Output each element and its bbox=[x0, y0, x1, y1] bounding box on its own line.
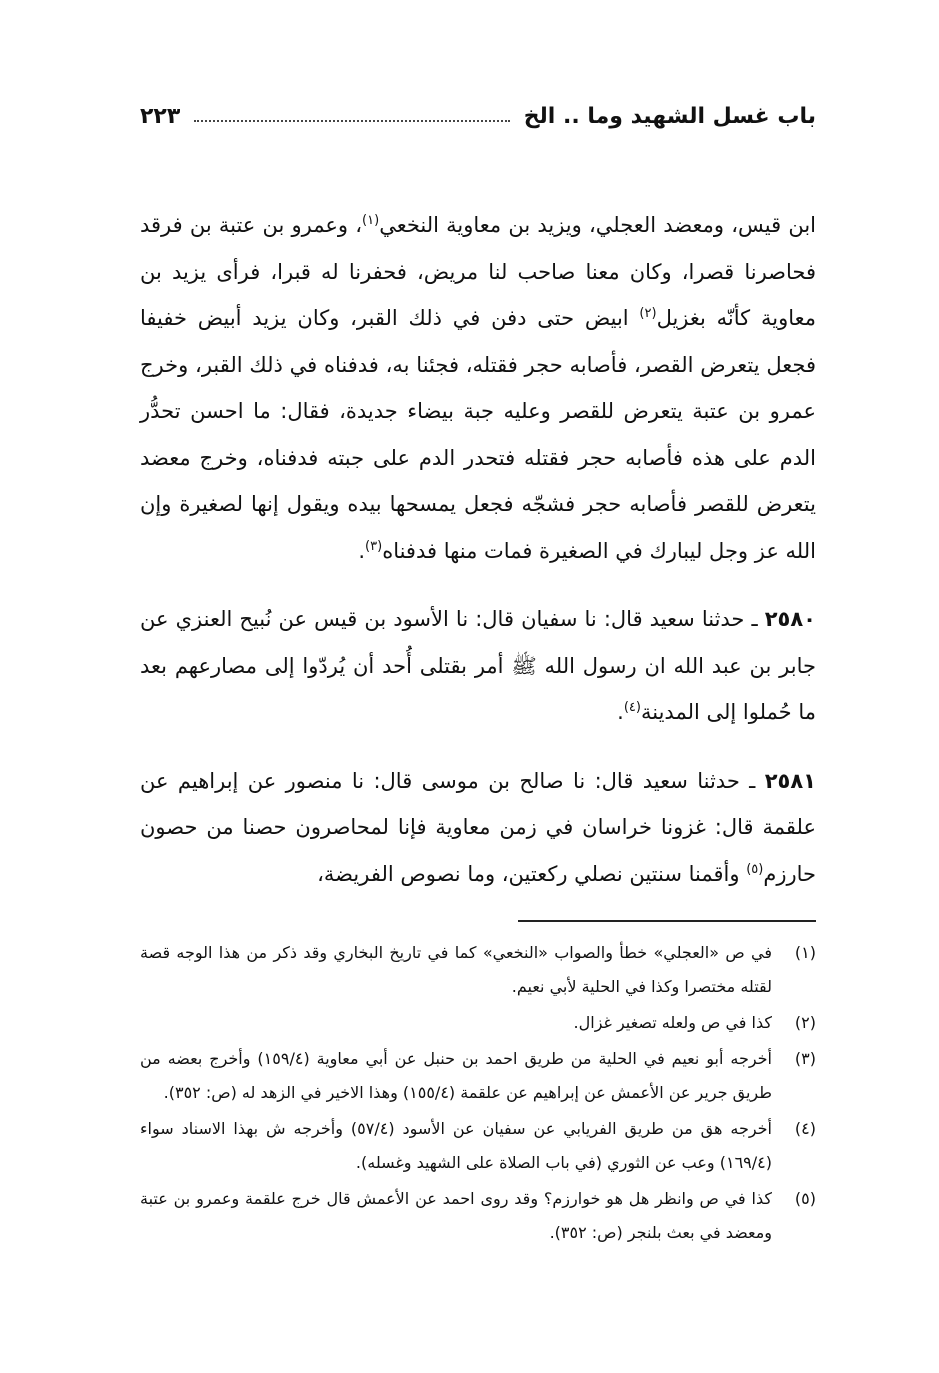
footnote bbox=[140, 1112, 816, 1180]
footnote-text: أخرجه أبو نعيم في الحلية من طريق احمد بن حنبل عن أبي معاوية (١٥٩/٤) وأخرج بعضه من طريق جرير عن الأعمش عن إبراهيم عن علقمة (١٥٥/٤) وهذا الاخير في الزهد له (ص: ٣٥٢). bbox=[140, 1049, 772, 1102]
main-text bbox=[140, 202, 816, 897]
footnote-text: كذا في ص ولعله تصغير غزال. bbox=[573, 1013, 772, 1032]
footnote bbox=[140, 1042, 816, 1110]
footnote-separator bbox=[518, 920, 816, 922]
hadith-2580 bbox=[140, 596, 816, 736]
hadith-2581 bbox=[140, 758, 816, 898]
footnote-text: كذا في ص وانظر هل هو خوارزم؟ وقد روى احمد عن الأعمش قال خرج علقمة وعمرو بن عتبة ومعضد في بعث بلنجر (ص: ٣٥٢). bbox=[140, 1189, 772, 1242]
page-number: ٢٢٣ bbox=[140, 103, 181, 129]
book-page bbox=[140, 0, 816, 1373]
hadith-text: ـ حدثنا سعيد قال: نا سفيان قال: نا الأسود بن قيس عن نُبيح العنزي عن جابر بن عبد الله ان رسول الله ﷺ أمر بقتلى أُحد أن يُردّوا إلى مصارعهم بعد ما حُملوا إلى المدينة bbox=[140, 607, 816, 724]
hadith-text: وأقمنا سنتين نصلي ركعتين، وما نصوص الفريضة، bbox=[317, 861, 747, 886]
paragraph-text: ابيض حتى دفن في ذلك القبر، وكان يزيد أبيض خفيفا فجعل يتعرض القصر، فأصابه حجر فقتله، فجئنا به، فدفناه في ذلك القبر، وخرج عمرو بن عتبة يتعرض للقصر وعليه جبة بيضاء جديدة، فقال: ما احسن تحدُّر الدم على هذه فأصابه حجر فقتله فتحدر الدم على جبته فدفناه، وخرج معضد يتعرض للقصر فأصابه حجر فشجّه فجعل يمسحها بيده ويقول إنها لصغيرة وإن الله عز وجل ليبارك في الصغيرة فمات منها فدفناه bbox=[140, 306, 816, 563]
footnote-number: (٤) bbox=[794, 1119, 816, 1138]
footnote-ref-4[interactable]: (٤) bbox=[623, 700, 641, 715]
footnote-ref-5[interactable]: (٥) bbox=[746, 861, 764, 877]
paragraph-text: ، وعمرو بن عتبة بن فرقد فحاصرنا قصرا، وكان معنا صاحب لنا مريض، فحفرنا له قبرا، فرأى يزيد بن معاوية كأنّه بغزيل bbox=[140, 213, 816, 330]
hadith-number: ٢٥٨١ bbox=[764, 768, 816, 793]
footnote-text: في ص «العجلي» خطأ والصواب «النخعي» كما في تاريخ البخاري وقد ذكر من هذا الوجه قصة لقتله مختصرا وكذا في الحلية لأبي نعيم. bbox=[140, 943, 772, 996]
paragraph-narration bbox=[140, 202, 816, 574]
hadith-number: ٢٥٨٠ bbox=[764, 607, 816, 631]
footnote-ref-2[interactable]: (٢) bbox=[639, 306, 657, 321]
footnote-ref-3[interactable]: (٣) bbox=[365, 538, 383, 554]
footnote-text: أخرجه هق من طريق الفريابي عن سفيان عن الأسود (٥٧/٤) وأخرجه ش بهذا الاسناد سواء (١٦٩/٤) وعب عن الثوري (في باب الصلاة على الشهيد وغسله). bbox=[140, 1119, 772, 1172]
footnote bbox=[140, 936, 816, 1004]
header-dotted-leader bbox=[194, 120, 509, 122]
paragraph-text: ابن قيس، ومعضد العجلي، ويزيد بن معاوية النخعي bbox=[379, 213, 817, 237]
paragraph-text: . bbox=[358, 538, 366, 563]
chapter-title: باب غسل الشهيد وما .. الخ bbox=[523, 103, 816, 129]
footnote bbox=[140, 1182, 816, 1250]
hadith-text: ـ حدثنا سعيد قال: نا صالح بن موسى قال: نا منصور عن إبراهيم عن علقمة قال: غزونا خراسان في زمن معاوية فإنا لمحاصرون حصنا من حصون حارزم bbox=[140, 768, 816, 886]
running-header bbox=[140, 96, 816, 136]
footnotes bbox=[140, 936, 816, 1252]
footnote-number: (٥) bbox=[794, 1189, 816, 1208]
footnote-number: (٢) bbox=[794, 1013, 816, 1032]
hadith-text: . bbox=[617, 700, 624, 724]
footnote-ref-1[interactable]: (١) bbox=[362, 213, 380, 228]
footnote-number: (٣) bbox=[794, 1049, 816, 1068]
footnote bbox=[140, 1006, 816, 1040]
footnote-number: (١) bbox=[794, 943, 816, 962]
